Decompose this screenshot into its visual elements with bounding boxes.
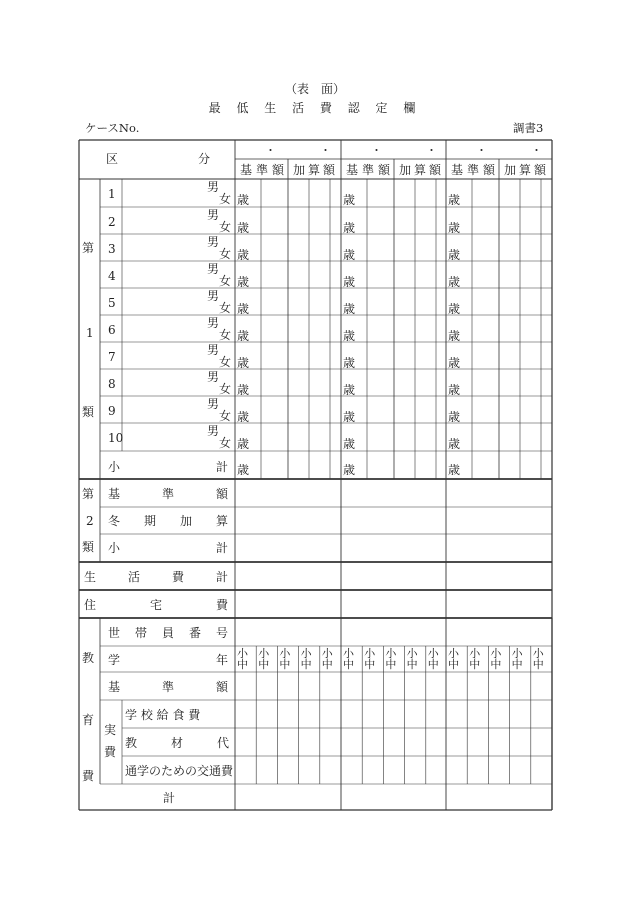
std-amount-header-0-char-2: 額 xyxy=(271,163,284,177)
std-amount-header-2 xyxy=(451,164,495,176)
school-primary-g1-2: 小 xyxy=(385,647,397,660)
age-unit-r8-g1: 歳 xyxy=(343,383,356,397)
school-middle-g0-3: 中 xyxy=(300,658,312,671)
class1-subtotal-char-1: 計 xyxy=(215,460,228,474)
household-member-number-char-3: 番 xyxy=(188,626,201,640)
class2-label-3: 類 xyxy=(82,540,95,554)
age-unit-r9-g1: 歳 xyxy=(343,410,356,424)
class1-row-male-3: 男 xyxy=(207,235,220,249)
class2-standard-char-1: 準 xyxy=(161,487,174,501)
age-unit-r8-g2: 歳 xyxy=(448,383,461,397)
class1-row-number-9: 9 xyxy=(108,404,116,418)
education-standard xyxy=(108,681,228,693)
std-amount-header-2-char-2: 額 xyxy=(482,163,495,177)
class1-row-number-10: 10 xyxy=(108,431,124,445)
add-amount-header-0-char-2: 額 xyxy=(322,163,335,177)
school-primary-g0-2: 小 xyxy=(279,647,291,660)
housing-cost-char-0: 住 xyxy=(84,598,97,612)
add-amount-header-1 xyxy=(399,164,441,176)
category-label xyxy=(106,153,210,165)
school-middle-g1-3: 中 xyxy=(406,658,418,671)
education-label-1: 教 xyxy=(82,651,95,665)
age-unit-r7-g2: 歳 xyxy=(448,356,461,370)
school-middle-g0-2: 中 xyxy=(279,658,291,671)
living-cost-total xyxy=(84,571,228,583)
teaching-materials xyxy=(125,737,229,749)
age-unit-subtotal-g2: 歳 xyxy=(448,463,461,477)
add-amount-header-1-char-2: 額 xyxy=(428,163,441,177)
add-amount-header-1-char-1: 算 xyxy=(413,163,426,177)
household-member-number-char-1: 帯 xyxy=(134,626,147,640)
class2-subtotal-char-1: 計 xyxy=(215,541,228,555)
std-amount-header-0 xyxy=(240,164,284,176)
class1-row-number-7: 7 xyxy=(108,350,116,364)
form-title: 最 低 生 活 費 認 定 欄 xyxy=(208,101,422,115)
title-side-note: （表 面） xyxy=(284,82,345,96)
living-cost-total-char-3: 計 xyxy=(215,570,228,584)
school-lunch-cost: 学 校 給 食 費 xyxy=(125,708,201,722)
class1-label-3: 類 xyxy=(82,405,95,419)
age-unit-r7-g0: 歳 xyxy=(237,356,250,370)
std-amount-header-0-char-0: 基 xyxy=(240,163,253,177)
age-unit-subtotal-g0: 歳 xyxy=(237,463,250,477)
age-unit-r1-g2: 歳 xyxy=(448,193,461,207)
school-middle-g2-1: 中 xyxy=(469,658,481,671)
class1-subtotal-char-0: 小 xyxy=(108,460,121,474)
class2-winter-addition-char-0: 冬 xyxy=(108,514,121,528)
actual-cost-label-1: 実 xyxy=(104,723,117,737)
household-member-number-char-2: 員 xyxy=(161,626,174,640)
class2-subtotal-char-0: 小 xyxy=(108,541,121,555)
age-unit-r4-g1: 歳 xyxy=(343,275,356,289)
class1-row-female-4: 女 xyxy=(219,274,232,288)
class1-row-female-7: 女 xyxy=(219,355,232,369)
add-amount-header-2 xyxy=(504,164,546,176)
school-middle-g2-2: 中 xyxy=(490,658,502,671)
age-unit-r8-g0: 歳 xyxy=(237,383,250,397)
age-unit-r10-g1: 歳 xyxy=(343,437,356,451)
age-unit-r7-g1: 歳 xyxy=(343,356,356,370)
housing-cost xyxy=(84,599,228,611)
add-amount-header-2-char-2: 額 xyxy=(533,163,546,177)
education-standard-char-1: 準 xyxy=(161,680,174,694)
actual-cost-label-2: 費 xyxy=(104,745,117,759)
std-amount-header-1-char-0: 基 xyxy=(346,163,359,177)
school-middle-g2-4: 中 xyxy=(532,658,544,671)
school-middle-g0-0: 中 xyxy=(237,658,248,671)
class1-row-male-9: 男 xyxy=(207,397,220,411)
age-unit-r5-g1: 歳 xyxy=(343,302,356,316)
date-dots-2: ・ ・ xyxy=(476,144,542,157)
school-middle-g1-0: 中 xyxy=(343,658,354,671)
class2-standard-char-0: 基 xyxy=(108,487,121,501)
std-amount-header-1-char-1: 準 xyxy=(361,163,374,177)
class2-subtotal xyxy=(108,542,228,554)
housing-cost-char-1: 宅 xyxy=(149,598,162,612)
class1-row-number-2: 2 xyxy=(108,215,116,229)
class1-row-male-2: 男 xyxy=(207,208,220,222)
school-primary-g1-3: 小 xyxy=(406,647,418,660)
commute-cost: 通学のための交通費 xyxy=(125,764,234,778)
class1-label-2: 1 xyxy=(86,326,94,340)
add-amount-header-2-char-0: 加 xyxy=(504,163,517,177)
age-unit-r3-g2: 歳 xyxy=(448,248,461,262)
school-primary-g2-4: 小 xyxy=(532,647,544,660)
class2-label-2: 2 xyxy=(86,514,94,528)
school-primary-g1-4: 小 xyxy=(427,647,439,660)
std-amount-header-2-char-0: 基 xyxy=(451,163,464,177)
school-middle-g1-4: 中 xyxy=(427,658,439,671)
living-cost-total-char-1: 活 xyxy=(127,570,140,584)
std-amount-header-1-char-2: 額 xyxy=(377,163,390,177)
education-standard-char-0: 基 xyxy=(108,680,121,694)
school-primary-g0-0: 小 xyxy=(237,647,248,660)
date-dots-0: ・ ・ xyxy=(265,144,331,157)
age-unit-r3-g0: 歳 xyxy=(237,248,250,262)
grade-char-0: 学 xyxy=(108,653,121,667)
education-label-2: 育 xyxy=(82,713,95,727)
class1-row-male-5: 男 xyxy=(207,289,220,303)
class1-row-number-1: 1 xyxy=(108,187,116,201)
class1-row-number-4: 4 xyxy=(108,269,116,283)
class1-row-male-10: 男 xyxy=(207,424,220,438)
class1-row-male-4: 男 xyxy=(207,262,220,276)
class1-row-female-10: 女 xyxy=(219,436,232,450)
class1-row-male-7: 男 xyxy=(207,343,220,357)
class1-row-number-6: 6 xyxy=(108,323,116,337)
education-total: 計 xyxy=(163,791,176,805)
household-member-number-char-0: 世 xyxy=(108,626,121,640)
class1-row-number-8: 8 xyxy=(108,377,116,391)
add-amount-header-0-char-0: 加 xyxy=(293,163,306,177)
teaching-materials-char-1: 材 xyxy=(170,736,183,750)
school-primary-g2-1: 小 xyxy=(469,647,481,660)
household-member-number-char-4: 号 xyxy=(215,626,228,640)
category-label-char-1: 分 xyxy=(197,152,210,166)
school-primary-g0-3: 小 xyxy=(300,647,312,660)
age-unit-r10-g2: 歳 xyxy=(448,437,461,451)
age-unit-r2-g2: 歳 xyxy=(448,221,461,235)
std-amount-header-1 xyxy=(346,164,390,176)
teaching-materials-char-0: 教 xyxy=(125,736,138,750)
age-unit-r9-g0: 歳 xyxy=(237,410,250,424)
class2-winter-addition-char-2: 加 xyxy=(179,514,192,528)
grade xyxy=(108,654,228,666)
age-unit-r1-g0: 歳 xyxy=(237,193,250,207)
age-unit-r5-g2: 歳 xyxy=(448,302,461,316)
class1-row-female-5: 女 xyxy=(219,301,232,315)
school-middle-g1-1: 中 xyxy=(364,658,376,671)
class2-winter-addition xyxy=(108,515,228,527)
age-unit-r4-g0: 歳 xyxy=(237,275,250,289)
age-unit-r2-g1: 歳 xyxy=(343,221,356,235)
housing-cost-char-2: 費 xyxy=(215,598,228,612)
class1-row-female-1: 女 xyxy=(219,192,232,206)
class1-row-female-6: 女 xyxy=(219,328,232,342)
school-primary-g2-0: 小 xyxy=(448,647,459,660)
age-unit-r5-g0: 歳 xyxy=(237,302,250,316)
school-middle-g2-0: 中 xyxy=(448,658,459,671)
add-amount-header-1-char-0: 加 xyxy=(399,163,412,177)
class1-label-1: 第 xyxy=(82,241,95,255)
class2-winter-addition-char-3: 算 xyxy=(215,514,228,528)
document-id: 調書3 xyxy=(513,121,544,135)
school-middle-g0-4: 中 xyxy=(321,658,333,671)
living-cost-total-char-2: 費 xyxy=(171,570,184,584)
class1-row-number-5: 5 xyxy=(108,296,116,310)
class2-standard xyxy=(108,488,228,500)
class1-row-male-8: 男 xyxy=(207,370,220,384)
class2-winter-addition-char-1: 期 xyxy=(143,514,156,528)
class1-row-female-2: 女 xyxy=(219,220,232,234)
age-unit-r6-g1: 歳 xyxy=(343,329,356,343)
age-unit-r6-g2: 歳 xyxy=(448,329,461,343)
school-primary-g1-0: 小 xyxy=(343,647,354,660)
class2-standard-char-2: 額 xyxy=(215,487,228,501)
std-amount-header-0-char-1: 準 xyxy=(255,163,268,177)
school-primary-g2-3: 小 xyxy=(511,647,523,660)
age-unit-r6-g0: 歳 xyxy=(237,329,250,343)
class1-row-male-6: 男 xyxy=(207,316,220,330)
age-unit-r3-g1: 歳 xyxy=(343,248,356,262)
school-primary-g0-4: 小 xyxy=(321,647,333,660)
age-unit-r1-g1: 歳 xyxy=(343,193,356,207)
category-label-char-0: 区 xyxy=(106,152,119,166)
class1-row-female-9: 女 xyxy=(219,409,232,423)
teaching-materials-char-2: 代 xyxy=(216,736,229,750)
age-unit-subtotal-g1: 歳 xyxy=(343,463,356,477)
education-standard-char-2: 額 xyxy=(215,680,228,694)
date-dots-1: ・ ・ xyxy=(371,144,437,157)
school-middle-g2-3: 中 xyxy=(511,658,523,671)
add-amount-header-0-char-1: 算 xyxy=(307,163,320,177)
age-unit-r9-g2: 歳 xyxy=(448,410,461,424)
school-primary-g0-1: 小 xyxy=(258,647,270,660)
class1-row-male-1: 男 xyxy=(207,180,220,194)
class1-row-female-3: 女 xyxy=(219,247,232,261)
school-middle-g0-1: 中 xyxy=(258,658,270,671)
education-label-3: 費 xyxy=(82,769,95,783)
class2-label-1: 第 xyxy=(82,487,95,501)
age-unit-r4-g2: 歳 xyxy=(448,275,461,289)
household-member-number xyxy=(108,627,228,639)
living-cost-total-char-0: 生 xyxy=(84,570,97,584)
add-amount-header-0 xyxy=(293,164,335,176)
school-middle-g1-2: 中 xyxy=(385,658,397,671)
grade-char-1: 年 xyxy=(215,653,228,667)
age-unit-r2-g0: 歳 xyxy=(237,221,250,235)
case-number-label: ケースNo. xyxy=(85,121,140,135)
class1-subtotal xyxy=(108,461,228,473)
std-amount-header-2-char-1: 準 xyxy=(466,163,479,177)
age-unit-r10-g0: 歳 xyxy=(237,437,250,451)
class1-row-female-8: 女 xyxy=(219,382,232,396)
add-amount-header-2-char-1: 算 xyxy=(518,163,531,177)
school-primary-g1-1: 小 xyxy=(364,647,376,660)
class1-row-number-3: 3 xyxy=(108,242,116,256)
school-primary-g2-2: 小 xyxy=(490,647,502,660)
